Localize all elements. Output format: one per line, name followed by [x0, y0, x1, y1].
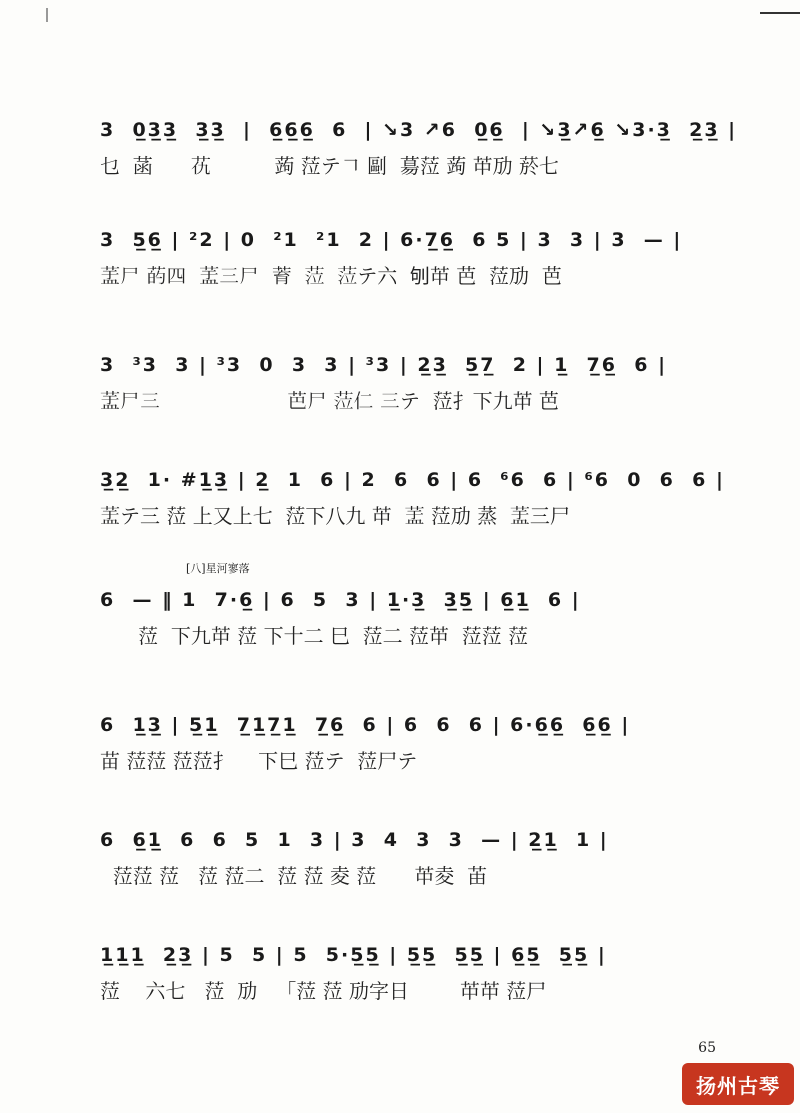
system-2: [0, 220, 800, 330]
jianpu-line: 6 1̲3̲ | 5̲1̲ 7̲1̲7̲1̲ 7̲6̲ 6 | 6 6 6 | 6·6̲6̲ 6̲6̲ |: [100, 714, 631, 736]
jianzi-line: 𦲷 下九𦬕 𦲷 下十二 巳 𦲷二 𦲷𦬕 𦲷𦲷 𦲷: [100, 624, 529, 648]
margin-mark: [46, 8, 48, 22]
system-1: [0, 110, 800, 220]
jianpu-line: 3̲2̲ 1· #1̲3̲ | 2̲ 1 6 | 2 6 6 | 6 ⁶6 6 | ⁶6 0 6 6 |: [100, 469, 725, 491]
system-6: [0, 705, 800, 815]
system-7: [0, 820, 800, 930]
system-8: [0, 935, 800, 1045]
jianzi-line: 苗 𦲷𦲷 𦲷𦲷扌 下巳 𦲷テ 𦲷尸テ: [100, 749, 418, 773]
jianpu-line: 3 5̲6̲ | ²2 | 0 ²1 ²1 2 | 6·7̲6̲ 6 5 | 3 3 | 3 — |: [100, 229, 683, 251]
jianpu-line: 3 ³3 3 | ³3 0 3 3 | ³3 | 2̲3̲ 5̲7̲ 2 | 1̲ 7̲6̲ 6 |: [100, 354, 668, 376]
jianpu-line: 1̲1̲1̲ 2̲3̲ | 5 5 | 5 5·5̲5̲ | 5̲5̲ 5̲5̲ | 6̲5̲ 5̲5̲ |: [100, 944, 607, 966]
jianzi-line: 𦲷 六七 𦲷 劢 「𦲷 𦲷 劢字日 𦬕𦬕 𦲷尸: [100, 979, 547, 1003]
jianzi-line: 𦱃尸 菂四 𦱃三尸 𦱀 𦲷 𦲷テ六 𠛎𦬕 芭 𦲷劢 芭: [100, 264, 562, 288]
jianpu-line: 6 — ‖ 1 7·6̲ | 6 5 3 | 1̲·3̲ 3̲5̲ | 6̲1̲ 6 |: [100, 589, 581, 611]
jianzi-line: 𦲷𦲷 𦲷 𦲷 𦲷二 𦲷 𦲷 夌 𦲷 𦬕夌 苖: [100, 864, 488, 888]
section-label: [八]星河寥落: [186, 562, 250, 575]
system-3: [0, 345, 800, 455]
system-4: [0, 460, 800, 570]
page-number: 65: [698, 1040, 716, 1056]
jianzi-line: 乜 菡 𦬖 蒟 𦲷テ𠃍 剾 𦳝𦲷 蒟 𦬕劢 菸七: [100, 154, 559, 178]
system-5: [0, 562, 800, 690]
watermark-logo: 扬州古琴: [682, 1063, 794, 1105]
jianzi-line: 𦱃テ三 𦲷 上又上七 𦲷下八九 𦬕 𦱃 𦲷劢 蒸 𦱃三尸: [100, 504, 570, 528]
jianzi-line: 𦱃尸三 芭尸 𦲷仁 三テ 𦲷扌下九𦬕 芭: [100, 389, 559, 413]
jianpu-line: 3 0̲3̲3̲ 3̲3̲ | 6̲6̲6̲ 6 | ↘3 ↗6 0̲6̲ | ↘3̲↗6̲ ↘3·3̲ 2̲3̲ |: [100, 119, 738, 141]
jianpu-line: 6 6̲1̲ 6 6 5 1 3 | 3 4 3 3 — | 2̲1̲ 1 |: [100, 829, 609, 851]
top-rule: [760, 12, 800, 14]
